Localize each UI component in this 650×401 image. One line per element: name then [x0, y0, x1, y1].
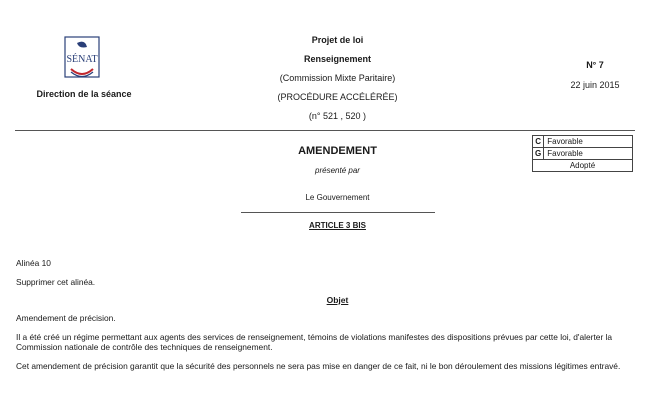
- avis-value: Favorable: [544, 148, 633, 160]
- amendment-author: Le Gouvernement: [305, 193, 370, 202]
- objet-paragraph: Amendement de précision.: [16, 313, 116, 323]
- commission-label: (Commission Mixte Paritaire): [279, 73, 396, 83]
- bill-numbers: (n° 521 , 520 ): [308, 111, 367, 121]
- amendment-date: 22 juin 2015: [570, 80, 620, 90]
- alinea-reference: Alinéa 10: [16, 258, 51, 268]
- projet-de-loi: Projet de loi: [311, 35, 364, 45]
- amendment-number: N° 7: [586, 60, 604, 70]
- procedure-label: (PROCÉDURE ACCÉLÉRÉE): [277, 92, 398, 102]
- amendment-action: Supprimer cet alinéa.: [16, 277, 96, 287]
- avis-key: C: [533, 136, 544, 148]
- avis-row-commission: [533, 136, 633, 148]
- avis-row-gouvernement: [533, 148, 633, 160]
- objet-paragraph: Il a été créé un régime permettant aux agents des services de renseignement, témoins de violations manifestes des dispositions prévues par cette loi, d'alerter la Commission nationale de contrôle des techniques de renseignement.: [16, 332, 613, 352]
- avis-table: [532, 135, 633, 172]
- avis-value: Favorable: [544, 136, 633, 148]
- avis-key: G: [533, 148, 544, 160]
- divider: [15, 130, 635, 131]
- objet-paragraph: Cet amendement de précision garantit que la sécurité des personnels ne sera pas mise en danger de ce fait, ni le bon déroulement des missions légitimes entravé.: [16, 361, 621, 371]
- senat-logo: [57, 35, 107, 79]
- avis-result: Adopté: [533, 160, 633, 172]
- divider: [241, 212, 435, 213]
- bill-title: Renseignement: [303, 54, 372, 64]
- article-title: ARTICLE 3 BIS: [309, 221, 366, 230]
- direction-label: Direction de la séance: [36, 89, 132, 99]
- presented-by-label: présenté par: [315, 166, 360, 175]
- svg-text:SÉNAT: SÉNAT: [66, 54, 98, 65]
- avis-row-result: [533, 160, 633, 172]
- amendment-title: AMENDEMENT: [298, 145, 377, 157]
- bill-header: [230, 31, 445, 126]
- objet-title: Objet: [326, 295, 349, 305]
